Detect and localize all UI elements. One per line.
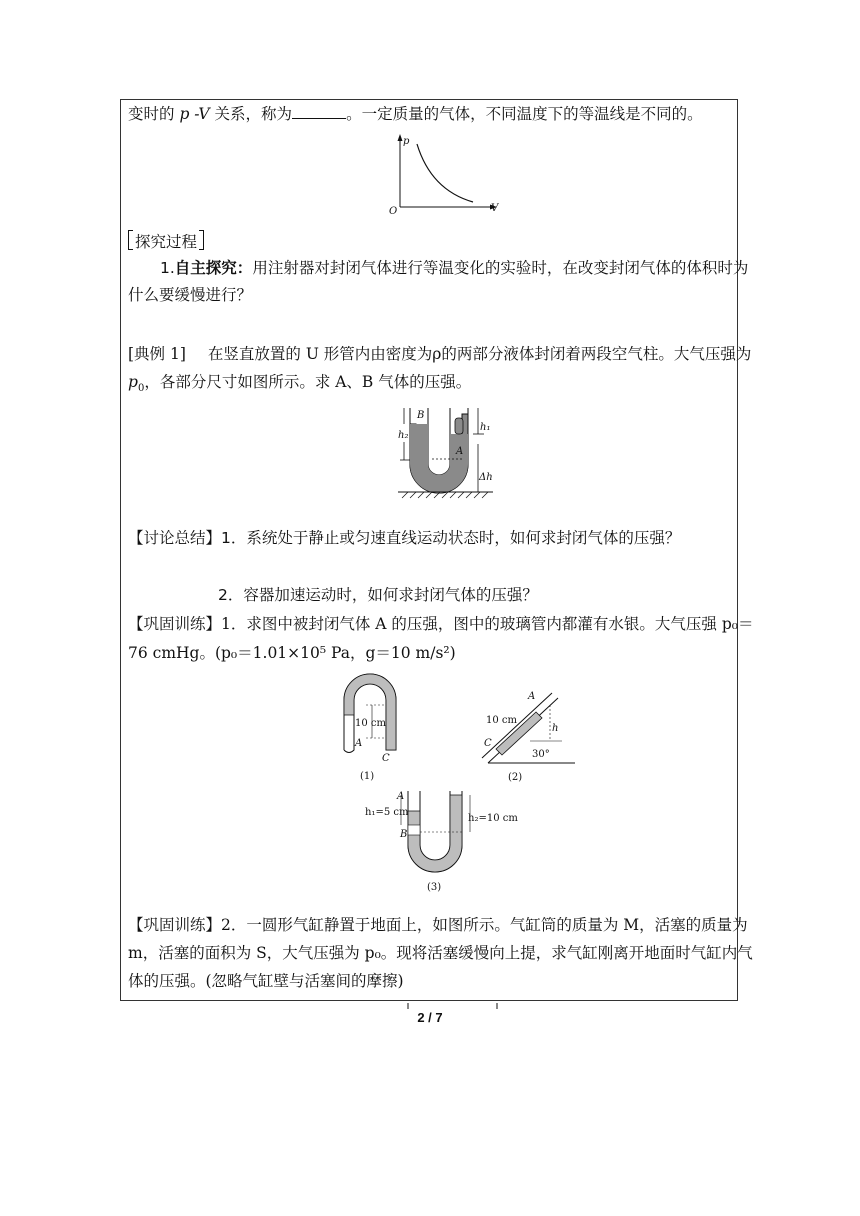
practice2-line-1: 【巩固训练】2．一圆形气缸静置于地面上，如图所示。气缸筒的质量为 M，活塞的质量为 [128, 916, 748, 934]
tube-figure-2 [470, 683, 580, 785]
isotherm-graph [385, 132, 505, 222]
intro-text-b: 关系，称为 [214, 105, 293, 123]
graph-origin: O [389, 206, 398, 217]
fig2-C: C [484, 738, 492, 749]
cylinder-figure [405, 1003, 505, 1009]
pv-symbol: p -V [179, 105, 210, 123]
explore-bold: 自主探究： [174, 259, 253, 277]
tube-figure-3 [365, 785, 518, 895]
explore-line-1: 1.自主探究：用注射器对封闭气体进行等温变化的实验时，在改变封闭气体的体积时为 [160, 259, 749, 277]
discussion-q1: 【讨论总结】1．系统处于静止或匀速直线运动状态时，如何求封闭气体的压强？ [128, 529, 681, 547]
fig2-caption: (2) [508, 772, 523, 783]
fig3-A: A [397, 791, 405, 802]
example-line-2: $p_0$，各部分尺寸如图所示。求 A、B 气体的压强。 [128, 373, 472, 395]
fig2-h: h [552, 723, 559, 734]
answer-blank[interactable] [292, 103, 346, 119]
example-tag: [典例 1] [128, 345, 186, 363]
fig1-C: C [382, 753, 390, 764]
intro-text-c: 。一定质量的气体，不同温度下的等温线是不同的。 [346, 105, 703, 123]
label-A: A [456, 446, 464, 457]
intro-text-a: 变时的 [128, 105, 175, 123]
fig3-h1: h₁=5 cm [365, 807, 409, 818]
fig3-B: B [400, 829, 408, 840]
section-heading: 探究过程 [128, 229, 204, 256]
practice2-line-2: m，活塞的面积为 S，大气压强为 p₀。现将活塞缓慢向上提，求气缸刚离开地面时气缸内气 [128, 944, 753, 962]
practice1-line-2: 76 cmHg。(p₀＝1.01×10⁵ Pa，g＝10 m/s²) [128, 644, 456, 662]
practice1-tag: 【巩固训练】 [128, 615, 222, 633]
label-h1: h₁ [480, 422, 491, 433]
intro-line [128, 101, 703, 128]
label-B: B [417, 410, 425, 421]
practice2-line-3: 体的压强。(忽略气缸壁与活塞间的摩擦) [128, 972, 404, 990]
example-line-1: [典例 1] 在竖直放置的 U 形管内由密度为ρ的两部分液体封闭着两段空气柱。大气压强为 [128, 345, 752, 363]
page-number: 2 / 7 [417, 1010, 443, 1025]
fig1-len: 10 cm [355, 718, 386, 729]
practice2-tag: 【巩固训练】 [128, 916, 222, 934]
fig2-angle: 30° [532, 749, 550, 760]
fig2-len: 10 cm [486, 715, 517, 726]
label-h2: h₂ [398, 430, 409, 441]
graph-x-label: V [491, 203, 499, 214]
practice1-line-1: 【巩固训练】1．求图中被封闭气体 A 的压强，图中的玻璃管内都灌有水银。大气压强 p₀＝ [128, 615, 754, 633]
graph-y-label: p [403, 136, 410, 147]
fig3-h2: h₂=10 cm [468, 813, 518, 824]
fig1-A: A [355, 738, 363, 749]
fig3-caption: (3) [427, 882, 442, 893]
cylinder-figure-main [405, 988, 505, 1001]
label-dh: Δh [479, 472, 493, 483]
fig2-A: A [528, 691, 536, 702]
tube-figure-1 [338, 675, 418, 785]
discussion-tag: 【讨论总结】 [128, 529, 222, 547]
u-tube-figure [398, 404, 493, 499]
discussion-q2: 2．容器加速运动时，如何求封闭气体的压强？ [218, 586, 538, 604]
explore-line-2: 什么要缓慢进行？ [128, 286, 253, 304]
fig1-caption: (1) [360, 771, 375, 782]
